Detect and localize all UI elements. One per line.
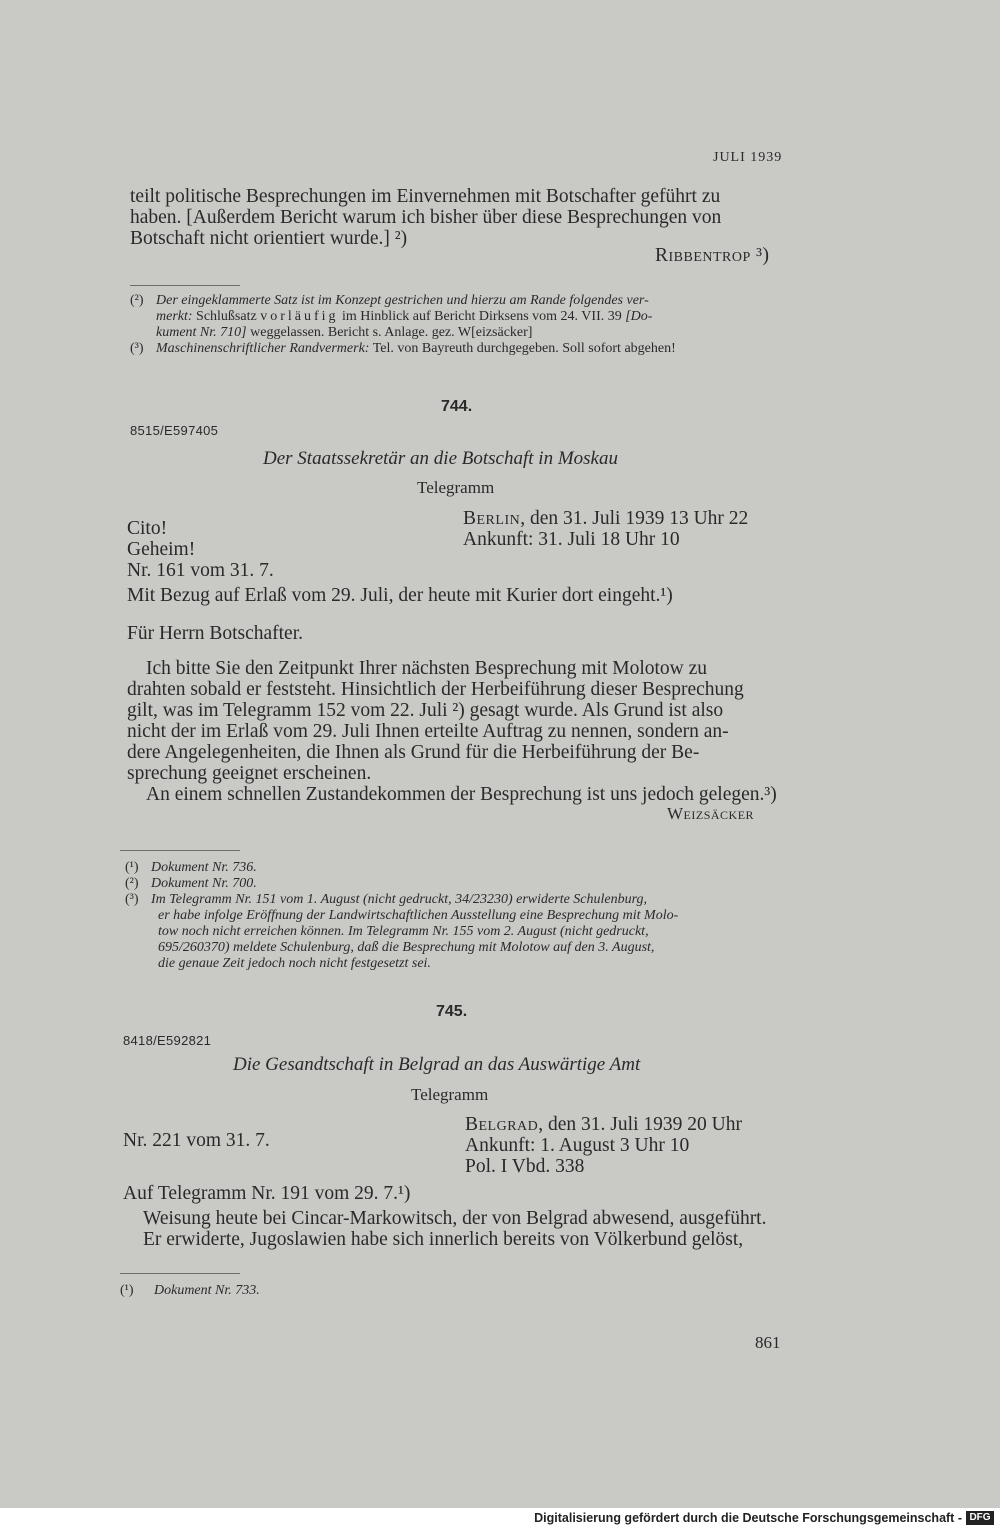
footnote-2-line2	[130, 309, 795, 325]
body-line: sprechung geeignet erscheinen.	[127, 763, 372, 784]
footnote-3	[130, 341, 795, 357]
footnotes-block-1	[130, 293, 795, 357]
signature-ribbentrop: Ribbentrop ³)	[655, 245, 770, 266]
footnote-text: Im Telegramm Nr. 151 vom 1. August (nicht gedruckt, 34/23230) erwiderte Schulenburg,	[151, 892, 648, 907]
arrival-line: Ankunft: 31. Juli 18 Uhr 10	[463, 529, 680, 550]
footnote-3-cont	[125, 956, 795, 972]
footnote-text: im Hinblick auf Bericht Dirksens vom 24. VII. 39	[338, 309, 626, 324]
footnote-1	[125, 860, 795, 876]
footnote-3-cont	[125, 940, 795, 956]
body-line: gilt, was im Telegramm 152 vom 22. Juli ²) gesagt wurde. Als Grund ist also	[127, 700, 724, 721]
footnote-number: (²)	[125, 876, 139, 891]
header-line: Nr. 161 vom 31. 7.	[127, 560, 274, 581]
body-line: An einem schnellen Zustandekommen der Besprechung ist uns jedoch gelegen.³)	[146, 784, 777, 805]
file-reference-745: 8418/E592821	[123, 1033, 212, 1048]
body-line: dere Angelegenheiten, die Ihnen als Grund für die Herbeiführung der Be-	[127, 742, 700, 763]
footnote-text: die genaue Zeit jedoch noch nicht festgesetzt sei.	[158, 956, 431, 971]
header-line: Cito!	[127, 518, 168, 539]
footnote-text: Maschinenschriftlicher Randvermerk:	[156, 341, 370, 356]
pol-line: Pol. I Vbd. 338	[465, 1156, 585, 1177]
paragraph-reference: Auf Telegramm Nr. 191 vom 29. 7.¹)	[123, 1183, 411, 1204]
footnote-number: (¹)	[120, 1283, 134, 1298]
body-line: nicht der im Erlaß vom 29. Juli Ihnen erteilte Auftrag zu nennen, sondern an-	[127, 721, 729, 742]
footnote-number: (³)	[125, 892, 139, 907]
footnote-3	[125, 892, 795, 908]
footnote-text: Dokument Nr. 733.	[154, 1283, 260, 1298]
footnote-text: Dokument Nr. 736.	[151, 860, 257, 875]
date-time: , den 31. Juli 1939 13 Uhr 22	[520, 508, 749, 529]
place-name: Belgrad	[465, 1114, 539, 1135]
footnote-divider	[120, 850, 240, 851]
signature-weizsaecker: Weizsäcker	[667, 804, 755, 823]
footnote-2	[130, 293, 795, 309]
footnote-text: [Do-	[625, 309, 653, 324]
running-head: JULI 1939	[713, 150, 783, 165]
continuation-line: teilt politische Besprechungen im Einvernehmen mit Botschafter geführt zu	[130, 186, 721, 207]
continuation-paragraph	[130, 186, 795, 249]
paragraph-addressee: Für Herrn Botschafter.	[127, 623, 303, 644]
continuation-line: Botschaft nicht orientiert wurde.] ²)	[130, 228, 408, 249]
place-name: Berlin	[463, 508, 521, 529]
footnote-2	[125, 876, 795, 892]
document-title-745: Die Gesandtschaft in Belgrad an das Auswärtige Amt	[233, 1054, 641, 1075]
header-right-744	[463, 508, 748, 550]
footer-text: Digitalisierung gefördert durch die Deutsche Forschungsgemeinschaft -	[534, 1511, 962, 1525]
document-number-745: 745.	[436, 1003, 468, 1020]
document-type-745: Telegramm	[411, 1085, 489, 1104]
footnote-number: (³)	[130, 341, 144, 356]
dateline	[463, 508, 748, 529]
footnote-text: er habe infolge Eröffnung der Landwirtschaftlichen Ausstellung eine Besprechung mit Molo-	[158, 908, 679, 923]
body-line: Weisung heute bei Cincar-Markowitsch, der von Belgrad abwesend, ausgeführt.	[143, 1208, 767, 1229]
footnote-text: Der eingeklammerte Satz ist im Konzept gestrichen und hierzu am Rande folgendes ver-	[156, 293, 649, 308]
footnote-text: merkt:	[156, 309, 193, 324]
footnote-2-line3	[130, 325, 795, 341]
footnote-3-cont	[125, 924, 795, 940]
body-line: Ich bitte Sie den Zeitpunkt Ihrer nächsten Besprechung mit Molotow zu	[146, 658, 708, 679]
footnote-text: kument Nr. 710]	[156, 325, 247, 340]
body-744	[127, 658, 789, 805]
footnote-number: (²)	[130, 293, 144, 308]
paragraph-reference: Mit Bezug auf Erlaß vom 29. Juli, der heute mit Kurier dort eingeht.¹)	[127, 585, 673, 606]
body-745	[123, 1208, 788, 1250]
dateline	[465, 1114, 742, 1135]
footnotes-block-3	[120, 1283, 260, 1299]
body-line: drahten sobald er feststeht. Hinsichtlich der Herbeiführung dieser Besprechung	[127, 679, 744, 700]
header-left-744	[127, 518, 274, 581]
footnote-text: weggelassen. Bericht s. Anlage. gez. W[eizsäcker]	[246, 325, 533, 340]
document-title-744: Der Staatssekretär an die Botschaft in Moskau	[263, 448, 618, 469]
footnote-text: Dokument Nr. 700.	[151, 876, 257, 891]
header-line: Geheim!	[127, 539, 196, 560]
footnote-text: vorläufig	[260, 309, 339, 324]
footnote-text: 695/260370) meldete Schulenburg, daß die Besprechung mit Molotow auf den 3. August,	[158, 940, 655, 955]
file-reference-744: 8515/E597405	[130, 423, 219, 438]
header-left-745: Nr. 221 vom 31. 7.	[123, 1130, 270, 1151]
footnote-divider	[120, 1273, 240, 1274]
dfg-logo-icon: DFG	[966, 1511, 994, 1525]
page-number: 861	[755, 1333, 781, 1352]
footnote-text: tow noch nicht erreichen können. Im Telegramm Nr. 155 vom 2. August (nicht gedruckt,	[158, 924, 649, 939]
continuation-line: haben. [Außerdem Bericht warum ich bisher über diese Besprechungen von	[130, 207, 722, 228]
footnote-number: (¹)	[125, 860, 139, 875]
document-number-744: 744.	[441, 398, 473, 415]
footnotes-block-2	[125, 860, 795, 972]
footnote-text: Tel. von Bayreuth durchgegeben. Soll sofort abgehen!	[369, 341, 676, 356]
footnote-text: Schlußsatz	[192, 309, 261, 324]
document-type-744: Telegramm	[417, 478, 495, 497]
footnote-divider	[130, 285, 240, 286]
footer-bar	[0, 1508, 1000, 1528]
arrival-line: Ankunft: 1. August 3 Uhr 10	[465, 1135, 690, 1156]
date-time: , den 31. Juli 1939 20 Uhr	[538, 1114, 742, 1135]
footnote-3-cont	[125, 908, 795, 924]
body-line: Er erwiderte, Jugoslawien habe sich innerlich bereits von Völkerbund gelöst,	[143, 1229, 744, 1250]
header-right-745	[465, 1114, 742, 1177]
